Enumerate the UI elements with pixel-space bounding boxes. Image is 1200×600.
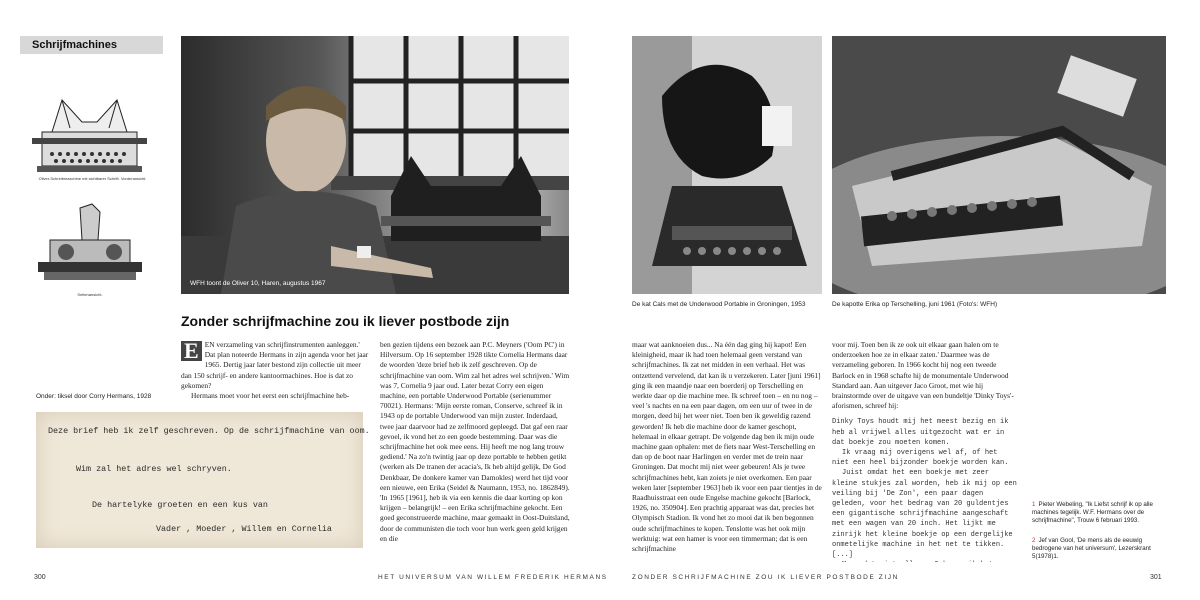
engraving-oliver-side: [30, 200, 150, 300]
running-head-left: HET UNIVERSUM VAN WILLEM FREDERIK HERMANS: [378, 574, 608, 581]
section-label-text: Schrijfmachines: [32, 39, 117, 51]
column1-paragraph-1: EN verzameling van schrijfinstrumenten aanleggen.' Dat plan noteerde Hermans in zijn agenda voor het jaar 1965. Dertig jaar later bestond zijn collectie uit meer dan 150 schrijf- en andere kantoormachines. Hoe is dat zo gekomen?: [181, 340, 369, 390]
typed-note-line-1: Deze brief heb ik zelf geschreven. Op de schrijfmachine van oom.: [48, 426, 370, 436]
page-number-right: 301: [1150, 574, 1162, 581]
typewriter-side-engraving-icon: [30, 200, 150, 290]
engraving-oliver-front: [22, 92, 157, 184]
section-label: [20, 36, 163, 54]
text-column-1: [181, 340, 371, 560]
engraving-bottom-caption: Seitenansicht.: [77, 292, 103, 297]
typed-note-line-4: Vader , Moeder , Willem en Cornelia: [156, 524, 332, 534]
running-head-right: ZONDER SCHRIJFMACHINE ZOU IK LIEVER POSTBODE ZIJN: [632, 574, 899, 581]
typewriter-engraving-icon: [22, 92, 157, 184]
text-column-2: [380, 340, 570, 562]
photo-cat-underwood: [632, 36, 822, 294]
dropcap: E: [181, 341, 202, 361]
column4-quote-4: [832, 560, 1018, 562]
photo-broken-erika: [832, 36, 1166, 294]
text-column-4: [832, 340, 1018, 562]
footnote-2-number: 2: [1032, 537, 1036, 544]
footnote-2-text: Jef van Gool, 'De mens als de eeuwig bedrogene van het universum', Lezerskrant 5(1978)1.: [1032, 537, 1151, 560]
typed-note-line-3: De hartelyke groeten en een kus van: [92, 500, 268, 510]
cat-photo-caption: De kat Cals met de Underwood Portable in Groningen, 1953: [632, 301, 806, 308]
engraving-top-caption: Oliver-Schreibmaschine mit sichtbarer Schrift. Vorderansicht.: [38, 176, 147, 181]
note-caption: Onder: tiksel door Corry Hermans, 1928: [36, 393, 152, 400]
column3-text: maar wat aanknoeien dus... Na één dag ging hij kapot! Een kleinigheid, maar ik had toen helemaal geen verstand van schrijfmachines. Ik zat net midden in een verhaal. Het was ontzettend vervelend, dat kan ik u verzekeren. Later [juni 1961] ging ik een maandje naar een boerderij op Terschelling en werkte daar op die machine mee. Ik schreef toen – en nu nog – veel 's nachts en na een paar dagen, om een uur of twee in de morgen, deed hij het weer niet. Toen ben ik geweldig razend geworden! Ik heb die machine door de kamer geschopt, helemaal in elkaar getrapt. De volgende dag ben ik mijn oude machine gaan ophalen: met de fiets naar West-Terschelling en dan op de boot naar Harlingen en verder met de trein naar Groningen. Dat mocht mij niet weer gebeuren! Als je twee schrijfmachines hebt, kan zoiets je niet overkomen. Een paar weken later [september 1963] heb ik voor een paar tientjes in de Raadhuisstraat een oude Engelse machine gekocht [Barlock, 1926, no. 350904]. Een prachtig apparaat was dat, precies het Olympisch Stadion. Ik vond het zo mooi dat ik ben begonnen oude schrijfmachines te kopen. Tenslotte was het ook mijn werktuig: wat een hamer is voor een timmerman; dat is een schrijfmachine: [632, 340, 822, 554]
photo-cat-image: [632, 36, 822, 294]
photo-erika-image: [832, 36, 1166, 294]
text-column-3: [632, 340, 822, 562]
column4-quote-1: Dinky Toys houdt mij het meest bezig en ik heb al vrijwel alles uitgezocht wat er in dat boekje zou moeten komen.: [832, 418, 1009, 447]
erika-photo-caption: De kapotte Erika op Terschelling, juni 1961 (Foto's: WFH): [832, 301, 998, 308]
photo-wfh-oliver: [181, 36, 569, 294]
footnote-1: [1032, 501, 1167, 525]
page-number-left: 300: [34, 574, 46, 581]
headline: Zonder schrijfmachine zou ik liever postbode zijn: [181, 313, 510, 329]
typed-note-line-2: Wim zal het adres wel schryven.: [76, 464, 232, 474]
main-photo-caption: WFH toont de Oliver 10, Haren, augustus 1967: [190, 280, 326, 287]
column1-paragraph-2: Hermans moet voor het eerst een schrijfmachine heb-: [191, 391, 350, 401]
photo-wfh-image: [181, 36, 569, 294]
column2-text: ben gezien tijdens een bezoek aan P.C. Meyners ('Oom PC') in Hilversum. Op 16 september 1928 tikte Cornelia Hermans daar de woorden 'deze brief heb ik zelf geschreven. Op de schrijfmachine van oom. Wim zal het adres wel schrijven.' Wim was 7, Cornelia 9 jaar oud. Later bezat Corry een eigen machine, een portable Underwood Portable (serienummer 70021). Hermans: 'Mijn eerste roman, Conserve, schreef ik in 1943 op de portable Underwood van mijn zuster. Inderdaad, twee jaar daarvoor had ze zelfmoord gepleegd. Dat gaf een raar gevoel, ik vond het zo een goede bestemming. Daar was die schrijfmachine het ook mee eens. Hij heeft me nog lang trouw gediend.' Na zo'n twintig jaar op deze portable te hebben getikt (werken als De tranen der acacia's, Ik heb altijd gelijk, De God Denkbaar, De donkere kamer van Damokles) werd het tijd voor een nieuwe, een Erika (Seidel & Naumann, 1953, no. 1862849). 'In 1965 [1961], heb ik via een kennis die daar korting op kon krijgen – belangrijk! – een Erika schrijfmachine gekocht. Een goed geconstrueerde machine, maar gemaakt in Oost-Duitsland, door de communisten die toch voor hun werk geen geld krijgen en die: [380, 340, 570, 543]
footnote-1-text: Pieter Webeling, "Ik Liefst schrijf ik op alle machines tegelijk. W.F. Hermans over de schrijfmachine", Trouw 6 februari 1993.: [1032, 501, 1153, 524]
column4-intro: voor mij. Toen ben ik ze ook uit elkaar gaan halen om te onderzoeken hoe ze in elkaar zaten.' Daarmee was de verzameling geboren. In 1966 kocht hij nog een tweede Barlock en in 1968 schafte hij de monumentale Underwood Standard aan. Aan uitgever Jaco Groot, met wie hij brainstormde over de uitgave van een bundeltje 'Dinky Toys'-aforismen, schreef hij:: [832, 340, 1014, 411]
column4-quote-2: Ik vraag mij overigens wel af, of het niet een heel bijzonder boekje worden kan.: [832, 449, 1009, 468]
column4-quote-3: Juist omdat het een boekje met zeer kleine stukjes zal worden, heb ik mij op een veiling bij 'De Zon', een paar dagen geleden, voor het bedrag van 20 guldentjes een gigantische schrijfmachine aangeschaft met een wagen van 20 inch. Het lijkt me zinrijk het kleine boekje op een dergelijke onmetelijke machine in het net te tikken. [...]: [832, 469, 1017, 560]
footnote-2: [1032, 537, 1167, 561]
footnote-1-number: 1: [1032, 501, 1036, 508]
